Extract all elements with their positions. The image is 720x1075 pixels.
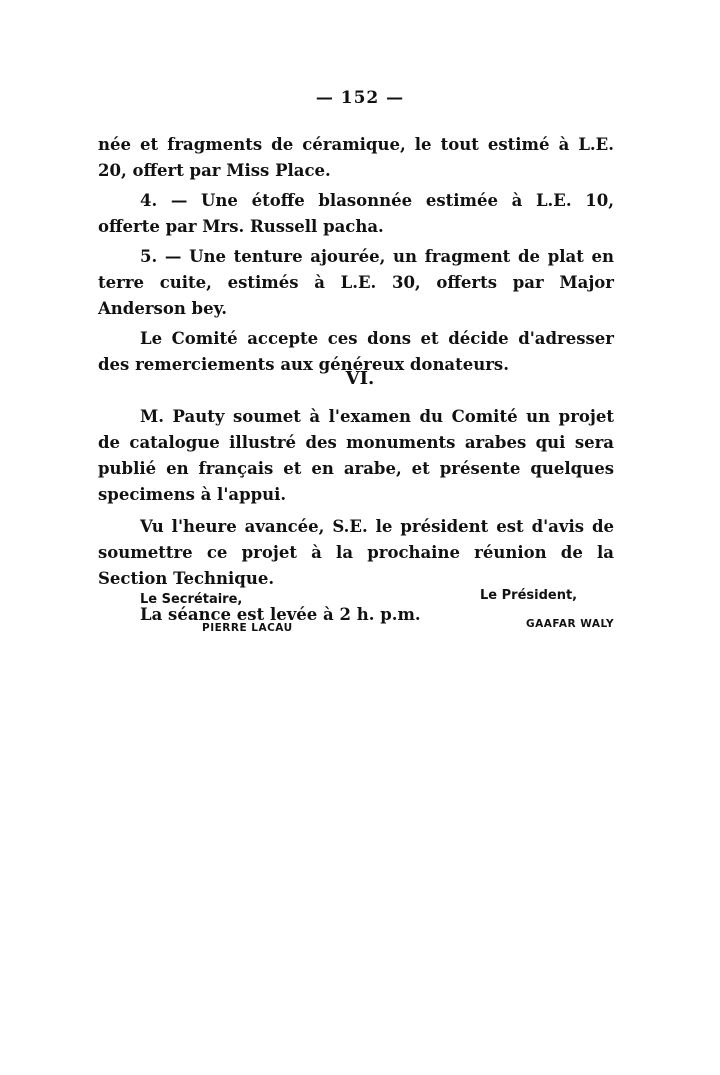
paragraph-item-5: 5. — Une tenture ajourée, un fragment de plat en terre cuite, estimés à L.E. 30, offerts par Major Anderson bey. (98, 247, 614, 318)
paragraph-closing: La séance est levée à 2 h. p.m. (140, 605, 421, 624)
paragraph-acceptance: Le Comité accepte ces dons et décide d'adresser des remerciements aux généreux donateurs. (98, 329, 614, 374)
paragraph-pauty-proposal: M. Pauty soumet à l'examen du Comité un projet de catalogue illustré des monuments arabes qui sera publié en français et en arabe, et présente quelques specimens à l'appui. (98, 407, 614, 504)
section-heading: VI. (345, 368, 375, 389)
president-name: GAAFAR WALY (526, 618, 615, 630)
secretary-title: Le Secrétaire, (140, 592, 243, 607)
paragraph-continuation: née et fragments de céramique, le tout estimé à L.E. 20, offert par Miss Place. (98, 135, 614, 180)
secretary-name: PIERRE LACAU (202, 622, 293, 634)
paragraph-deferral: Vu l'heure avancée, S.E. le président est d'avis de soumettre ce projet à la prochaine réunion de la Section Technique. (98, 517, 614, 588)
paragraph-item-4: 4. — Une étoffe blasonnée estimée à L.E. 10, offerte par Mrs. Russell pacha. (98, 191, 614, 236)
minutes-top-block (98, 132, 614, 378)
page-number: — 152 — (315, 88, 405, 108)
president-title: Le Président, (480, 588, 578, 603)
